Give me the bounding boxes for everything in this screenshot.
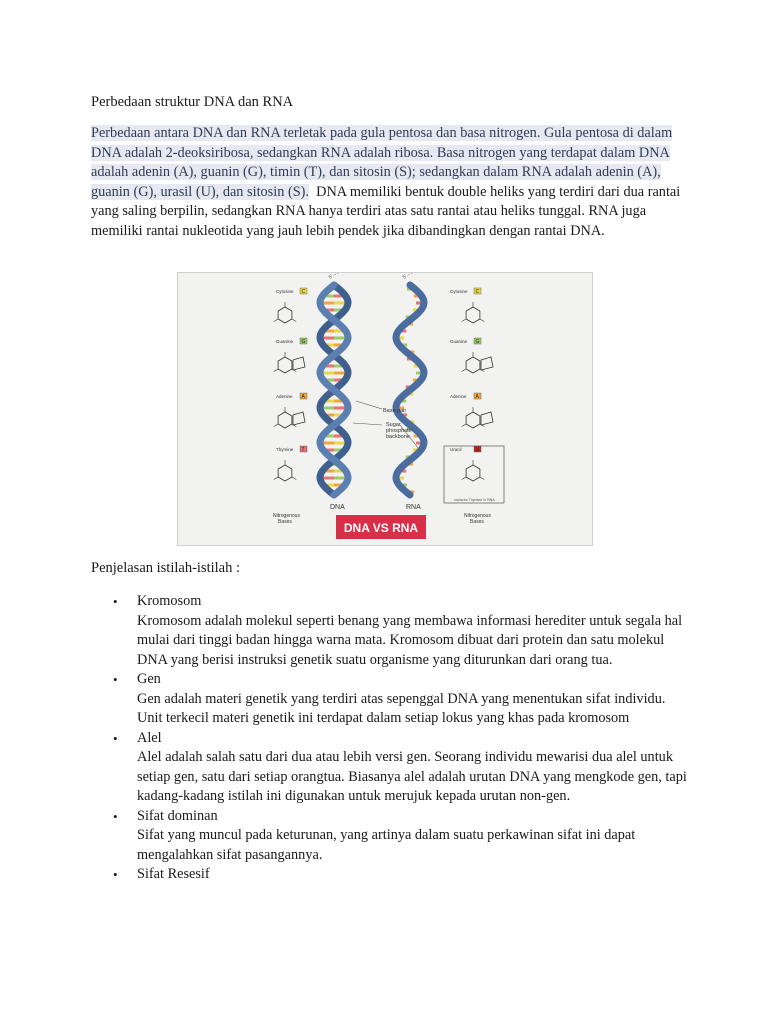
uracil-note: replaces Thymine in RNA <box>454 498 495 502</box>
base-name: Cytosine <box>276 289 294 294</box>
base-item-cytosine <box>274 288 307 323</box>
backbone-label-3: backbone <box>386 434 410 440</box>
left-caption-line2: Bases <box>278 519 292 525</box>
molecule-bond <box>480 477 484 480</box>
molecule-ring <box>278 307 292 323</box>
svg-text:5'→3': 5'→3' <box>401 273 416 281</box>
term-name: Alel <box>137 729 162 746</box>
base-name: Cytosine <box>450 289 468 294</box>
base-letter: C <box>301 289 306 295</box>
term-definition: Kromosom adalah molekul seperti benang yang membawa informasi herediter untuk segala hal mulai dari tinggi badan hingga warna mata. Kromosom dibuat dari protein dan satu molekul DNA yang berisi instruksi genetik suatu organisme yang diturunkan dari orang tua. <box>137 612 683 668</box>
base-item-guanine <box>274 338 307 373</box>
dna-strand <box>320 285 348 495</box>
section-title: Penjelasan istilah-istilah : <box>91 560 241 576</box>
base-pair-label: Base pair <box>383 408 407 414</box>
base-item-guanine <box>450 338 493 373</box>
base-item-adenine <box>450 393 493 428</box>
rna-label: RNA <box>406 504 421 511</box>
molecule-ring <box>466 307 480 323</box>
bullet-icon: • <box>113 594 118 609</box>
base-letter: G <box>301 339 306 345</box>
molecule-ring <box>278 465 292 481</box>
left-caption-line1: Nitrogenous <box>273 513 300 519</box>
term-definition: Sifat yang muncul pada keturunan, yang artinya dalam suatu perkawinan sifat ini dapat mengalahkan sifat pasangannya. <box>137 827 636 863</box>
molecule-ring <box>481 412 493 425</box>
terms-list <box>91 592 691 885</box>
backbone-label-2: phosphate <box>386 428 412 434</box>
base-item-cytosine <box>450 288 484 323</box>
base-letter: T <box>301 447 305 453</box>
base-letter: A <box>301 394 305 400</box>
term-name: Sifat Resesif <box>137 866 210 882</box>
molecule-bond <box>462 319 466 322</box>
dna-rna-diagram <box>178 273 592 545</box>
term-item <box>91 729 691 807</box>
base-item-uracil <box>450 446 484 481</box>
molecule-bond <box>274 477 278 480</box>
banner-text: DNA VS RNA <box>343 521 419 535</box>
base-item-adenine <box>274 393 307 428</box>
right-caption-line1: Nitrogenous <box>464 513 491 519</box>
left-base-list <box>274 288 307 481</box>
base-name: Adenine <box>276 394 293 399</box>
base-letter: U <box>475 447 480 453</box>
molecule-ring <box>466 465 480 481</box>
intro-paragraph <box>91 124 684 241</box>
molecule-bond <box>462 424 466 427</box>
base-letter: A <box>475 394 479 400</box>
term-name: Gen <box>137 671 161 687</box>
molecule-ring <box>278 412 292 428</box>
base-item-thymine <box>274 446 307 481</box>
term-item <box>91 865 691 885</box>
base-name: Uracil <box>450 447 462 452</box>
term-definition: Alel adalah salah satu dari dua atau lebih versi gen. Seorang individu mewarisi dua alel untuk setiap gen, satu dari setiap orangtua. Biasanya alel adalah urutan DNA yang mengkode gen, tapi kadang-kadang istilah ini digunakan untuk merujuk kepada urutan non-gen. <box>137 749 687 804</box>
rna-strand <box>396 285 424 495</box>
base-letter: C <box>475 289 480 295</box>
molecule-bond <box>462 477 466 480</box>
base-name: Thymine <box>276 447 294 452</box>
base-letter: G <box>475 339 480 345</box>
molecule-bond <box>480 319 484 322</box>
term-item <box>91 670 691 729</box>
term-definition: Gen adalah materi genetik yang terdiri atas sepenggal DNA yang menentukan sifat individu. Unit terkecil materi genetik ini terdapat dalam setiap lokus yang khas pada kromosom <box>137 690 666 726</box>
svg-text:5'→3': 5'→3' <box>327 273 342 281</box>
uracil-box <box>444 446 504 503</box>
term-name: Sifat dominan <box>137 807 218 824</box>
molecule-ring <box>293 357 305 370</box>
molecule-bond <box>274 424 278 427</box>
base-name: Guanine <box>276 339 294 344</box>
base-name: Guanine <box>450 339 468 344</box>
dna-vs-rna-figure <box>177 272 593 546</box>
molecule-bond <box>292 319 296 322</box>
base-name: Adenine <box>450 394 467 399</box>
molecule-bond <box>274 319 278 322</box>
bullet-icon: • <box>113 808 118 824</box>
dna-label: DNA <box>330 504 345 511</box>
intro-text: DNA memiliki bentuk double heliks yang terdiri dari dua rantai yang saling berpilin, sedangkan RNA hanya terdiri atas satu rantai atau heliks tunggal. RNA juga memiliki rantai nukleotida yang jauh lebih pendek jika dibandingkan dengan rantai DNA. <box>91 183 684 239</box>
molecule-bond <box>292 477 296 480</box>
term-name: Kromosom <box>137 593 202 609</box>
bullet-icon: • <box>113 672 118 687</box>
bullet-icon: • <box>113 730 118 746</box>
molecule-ring <box>293 412 305 425</box>
intro-highlighted-text: Perbedaan antara DNA dan RNA terletak pada gula pentosa dan basa nitrogen. Gula pentosa di dalam DNA adalah 2-deoksiribosa, sedangkan RNA adalah ribosa. Basa nitrogen yang terdapat dalam DNA adalah adenin (A), guanin (G), timin (T), dan sitosin (S); sedangkan dalam RNA adalah adenin (A), guanin (G), urasil (U), dan sitosin (S). <box>91 125 673 200</box>
molecule-bond <box>274 369 278 372</box>
bullet-icon: • <box>113 867 118 882</box>
molecule-ring <box>466 412 480 428</box>
term-item <box>91 592 691 670</box>
molecule-ring <box>466 357 480 373</box>
term-item <box>91 807 691 866</box>
backbone-label-1: Sugar <box>386 422 401 428</box>
document-title: Perbedaan struktur DNA dan RNA <box>91 94 294 110</box>
molecule-ring <box>278 357 292 373</box>
right-base-list <box>450 288 493 481</box>
molecule-bond <box>462 369 466 372</box>
right-caption-line2: Bases <box>470 519 484 525</box>
molecule-ring <box>481 357 493 370</box>
